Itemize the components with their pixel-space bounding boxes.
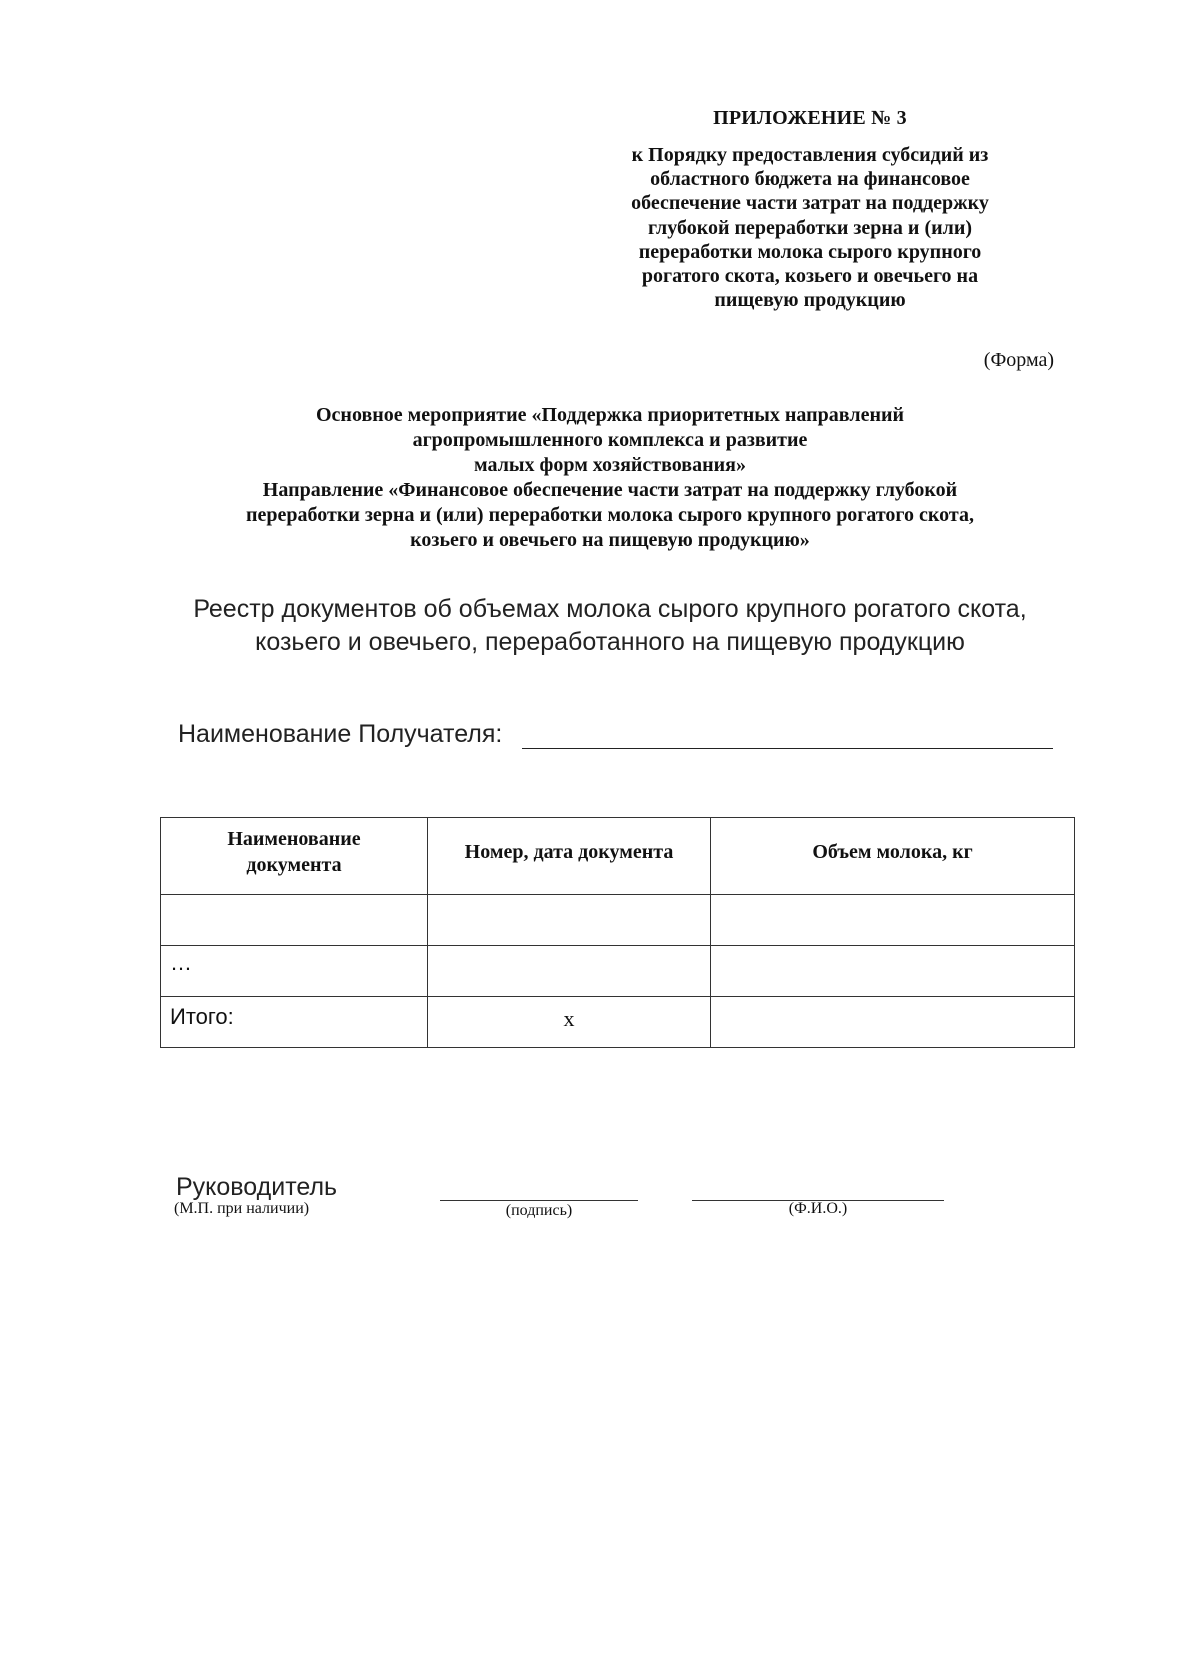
documents-table [160, 817, 1075, 1048]
column-header-document-number [428, 818, 711, 895]
register-title [130, 593, 1090, 659]
cell-text [711, 946, 1074, 953]
signature-line[interactable] [440, 1200, 638, 1201]
cell-text [161, 895, 427, 902]
cell-text: … [170, 950, 192, 975]
table-cell[interactable] [428, 895, 711, 946]
cell-text [711, 895, 1074, 902]
cell-text [428, 946, 710, 955]
table-cell[interactable] [161, 895, 428, 946]
column-header-milk-volume [711, 818, 1075, 895]
table-cell[interactable] [711, 997, 1075, 1048]
total-label: Итого: [170, 1004, 234, 1029]
register-line: козьего и овечьего, переработанного на пищевую продукцию [255, 628, 965, 656]
recipient-label: Наименование Получателя: [178, 720, 503, 748]
column-header-label: Наименование документа [227, 828, 361, 876]
not-applicable-mark: х [563, 1006, 575, 1031]
form-label: (Форма) [983, 349, 1054, 371]
table-cell-total-label [161, 997, 428, 1048]
appendix-line: к Порядку предоставления субсидий из [631, 144, 989, 166]
full-name-caption: (Ф.И.О.) [788, 1200, 848, 1217]
main-heading [130, 403, 1090, 553]
table-cell[interactable] [711, 895, 1075, 946]
heading-line: Основное мероприятие «Поддержка приоритетных направлений [315, 404, 905, 426]
seal-note: (М.П. при наличии) [174, 1200, 310, 1217]
appendix-line: рогатого скота, козьего и овечьего на [641, 265, 979, 288]
table-cell[interactable] [711, 946, 1075, 997]
heading-line: Направление «Финансовое обеспечение части затрат на поддержку глубокой [262, 479, 958, 501]
heading-line: козьего и овечьего на пищевую продукцию» [410, 529, 810, 551]
cell-text [428, 895, 710, 904]
appendix-description [585, 143, 1035, 312]
column-header-label: Объем молока, кг [812, 841, 973, 863]
recipient-fill-line[interactable] [522, 748, 1053, 749]
heading-line: малых форм хозяйствования» [474, 454, 746, 476]
table-row [161, 895, 1075, 946]
appendix-line: пищевую продукцию [714, 289, 906, 312]
appendix-line: областного бюджета на финансовое [650, 168, 970, 191]
table-total-row [161, 997, 1075, 1048]
column-header-document-name [161, 818, 428, 895]
heading-line: агропромышленного комплекса и развитие [412, 429, 808, 451]
signature-caption: (подпись) [505, 1202, 573, 1219]
table-row [161, 946, 1075, 997]
table-cell[interactable] [161, 946, 428, 997]
table-cell [428, 997, 711, 1048]
cell-text [711, 997, 1074, 1004]
heading-line: переработки зерна и (или) переработки молока сырого крупного рогатого скота, [246, 504, 974, 526]
column-header-label: Номер, дата документа [464, 841, 674, 863]
appendix-title: ПРИЛОЖЕНИЕ № 3 [713, 107, 907, 129]
appendix-line: обеспечение части затрат на поддержку [631, 192, 989, 215]
table-cell[interactable] [428, 946, 711, 997]
table-header-row [161, 818, 1075, 895]
signature-title: Руководитель [176, 1173, 338, 1201]
register-line: Реестр документов об объемах молока сырого крупного рогатого скота, [193, 595, 1027, 623]
appendix-line: переработки молока сырого крупного [638, 240, 982, 263]
appendix-line: глубокой переработки зерна и (или) [647, 216, 973, 239]
